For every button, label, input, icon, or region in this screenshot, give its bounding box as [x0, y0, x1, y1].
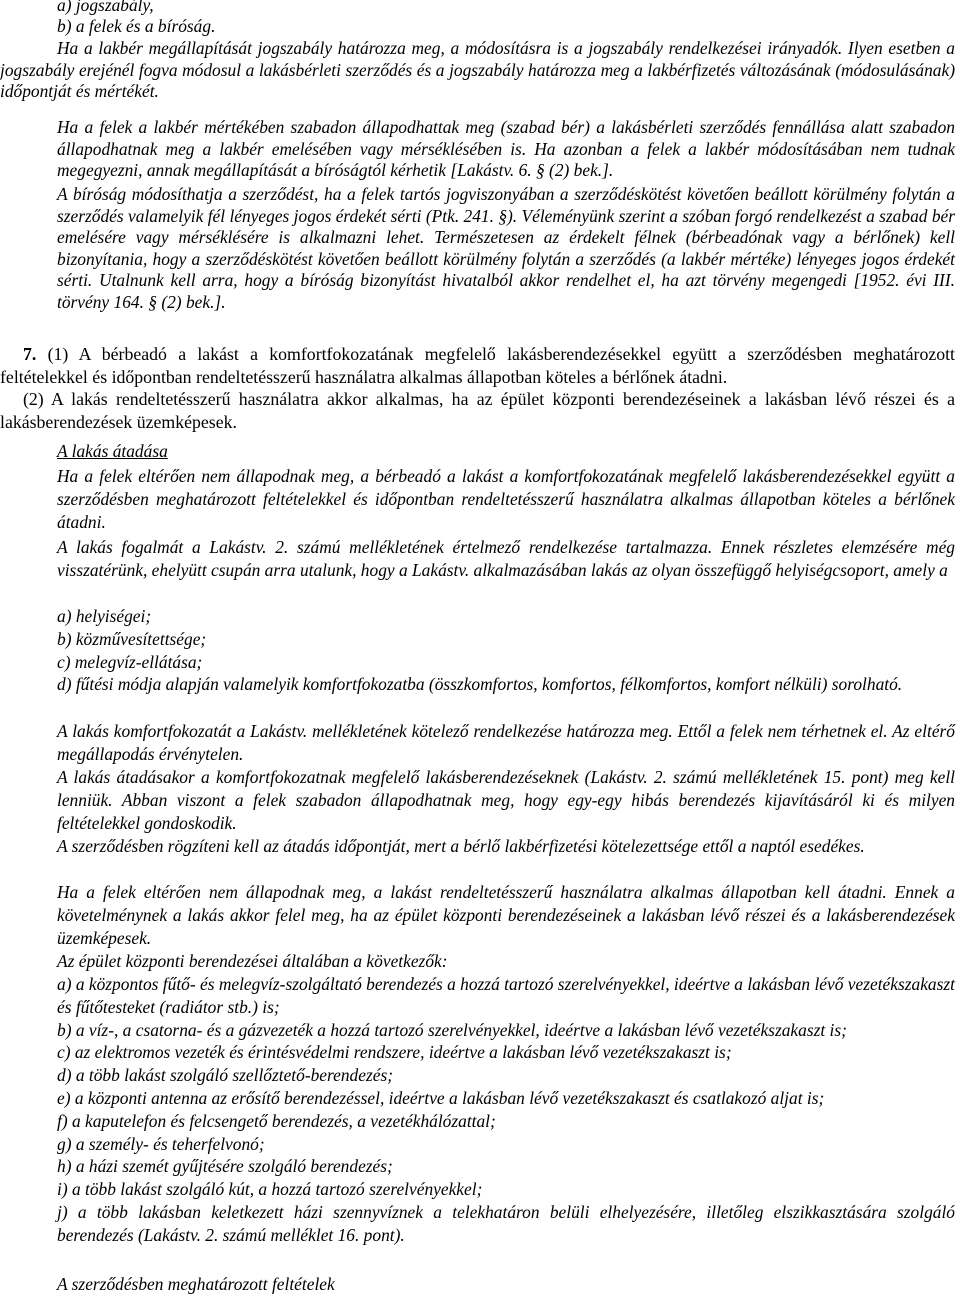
heading-lakas-atadasa: A lakás átadása — [57, 441, 168, 461]
list-item: d) a több lakást szolgáló szellőztető-berendezés; — [57, 1065, 394, 1086]
list-item: a) a központos fűtő- és melegvíz-szolgáltató berendezés a hozzá tartozó szerelvényekkel, ideértve a lakásban lévő vezetékszakaszt és fűtőtesteket (radiátor stb.) is; — [57, 974, 955, 1017]
paragraph-jogszabaly: Ha a lakbér megállapítását jogszabály határozza meg, a módosításra is a jogszabály rendelkezései irányadók. Ilyen esetben a jogszabály erejénél fogva módosul a lakásbérleti szerződés és a jogszabály határozza meg a lakbérfizetés változásának (módosulásának) időpontját és mértékét. — [0, 38, 955, 101]
list-item: c) melegvíz-ellátása; — [57, 651, 203, 672]
list-item: e) a központi antenna az erősítő berendezéssel, ideértve a lakásban lévő vezetékszakaszt és csatlakozó aljat is; — [57, 1087, 825, 1108]
list-item: i) a több lakást szolgáló kút, a hozzá tartozó szerelvényekkel; — [57, 1179, 483, 1200]
berendezes-list — [57, 973, 955, 1247]
paragraph-kovetelmeny: Ha a felek eltérően nem állapodnak meg, a lakást rendeltetésszerű használatra alkalmas állapotban kell átadni. Ennek a követelménynek a lakás akkor felel meg, ha az épület központi berendezéseinek a lakásban lévő részei és a lakásberendezések üzemképesek. — [57, 882, 955, 948]
list-item: j) a több lakásban keletkezett házi szennyvíznek a telekhatáron belüli elhelyezésére, illetőleg elszikkasztására szolgáló berendezés (Lakástv. 2. számú melléklet 16. pont). — [57, 1201, 955, 1245]
section-number: 7. — [23, 344, 37, 364]
paragraph-birosag: A bíróság módosíthatja a szerződést, ha a felek tartós jogviszonyában a szerződéskötést követően beállott körülmény folytán a szerződés valamelyik fél lényeges jogos érdekét sérti (Ptk. 241. §). Véleményünk szerint a szóban forgó rendelkezést a szabad bér emelésére vagy mérséklésére is alkalmazni lehet. Természetesen az érdekelt félnek (bérbeadónak vagy a bérlőnek) kell bizonyítania, hogy a szerződéskötést követően beállott körülmény folytán a szerződés (a lakbér mértéke) lényeges jogos érdekét sérti. Utalnunk kell arra, hogy a bíróság bizonyítást hivatalból akkor rendelhet el, ha azt törvény megengedi [1952. évi III. törvény 164. § (2) bek.]. — [57, 184, 955, 312]
paragraph-idopont: A szerződésben rögzíteni kell az átadás időpontját, mert a bérlő lakbérfizetési kötelezettsége ettől a naptól esedékes. — [57, 836, 865, 856]
list-item: f) a kaputelefon és felcsengető berendezés, a vezetékhálózattal; — [57, 1110, 496, 1131]
last-line: A szerződésben meghatározott feltételek — [57, 1274, 335, 1294]
list-item: a) helyiségei; — [57, 606, 152, 626]
section-7-paragraph-1 — [0, 343, 955, 388]
list-item: c) az elektromos vezeték és érintésvédelmi rendszere, ideértve a lakásban lévő vezetékszakaszt is; — [57, 1042, 732, 1063]
paragraph-fogalom: A lakás fogalmát a Lakástv. 2. számú mellékletének értelmező rendelkezése tartalmazza. Ennek részletes elemzésére még visszatérünk, ehelyütt csupán arra utalunk, hogy a Lakástv. alkalmazásában lakás az olyan összefüggő helyiségcsoport, amely a — [57, 537, 955, 580]
paragraph-szabad-ber: Ha a felek a lakbér mértékében szabadon állapodhattak meg (szabad bér) a lakásbérleti szerződés fennállása alatt szabadon állapodhatnak meg a lakbér emelésében vagy mérséklésében is. Ha azonban a felek a lakbér módosításában nem tudnak megegyezni, annak megállapítását a bíróságtól kérhetik [Lakástv. 6. § (2) bek.]. — [57, 117, 955, 180]
paragraph-atadaskor: A lakás átadásakor a komfortfokozatnak megfelelő lakásberendezéseknek (Lakástv. 2. számú mellékletének 15. pont) meg kell lenniük. Abban viszont a felek szabadon állapodhatnak meg, hogy egy-egy hibás berendezés kijavításáról ki és milyen feltételekkel gondoskodik. — [57, 767, 955, 833]
section-7 — [0, 343, 955, 433]
section-7-paragraph-2: (2) A lakás rendeltetésszerű használatra akkor alkalmas, ha az épület központi berendezéseinek a lakásban lévő részei és a lakásberendezések üzemképesek. — [0, 389, 955, 432]
lakas-list — [57, 605, 955, 696]
list-item: a) jogszabály, — [57, 0, 154, 15]
list-item: b) a víz-, a csatorna- és a gázvezeték a hozzá tartozó szerelvényekkel, ideértve a lakásban lévő vezetékszakaszt is; — [57, 1019, 847, 1040]
paragraph-kozponti: Az épület központi berendezései általában a következők: — [57, 951, 448, 971]
list-item: d) fűtési módja alapján valamelyik komfortfokozatba (összkomfortos, komfortos, félkomfortos, komfort nélküli) sorolható. — [57, 674, 903, 695]
list-item: g) a személy- és teherfelvonó; — [57, 1133, 265, 1154]
section-7-p1-text: (1) A bérbeadó a lakást a komfortfokozatának megfelelő lakásberendezésekkel együtt a szerződésben meghatározott feltételekkel és időpontban rendeltetésszerű használatra alkalmas állapotban köteles a bérlőnek átadni. — [0, 344, 955, 387]
list-item: h) a házi szemét gyűjtésére szolgáló berendezés; — [57, 1156, 393, 1177]
paragraph-elteroen: Ha a felek eltérően nem állapodnak meg, a bérbeadó a lakást a komfortfokozatának megfelelő lakásberendezésekkel együtt a szerződésben meghatározott feltételekkel és időpontban rendeltetésszerű használatra alkalmas állapotban köteles a bérlőnek átadni. — [57, 466, 955, 532]
list-item: b) a felek és a bíróság. — [57, 16, 216, 37]
list-item: b) közművesítettsége; — [57, 628, 207, 649]
paragraph-komfort: A lakás komfortfokozatát a Lakástv. mellékletének kötelező rendelkezése határozza meg. Ettől a felek nem térhetnek el. Az eltérő megállapodás érvénytelen. — [57, 721, 955, 764]
